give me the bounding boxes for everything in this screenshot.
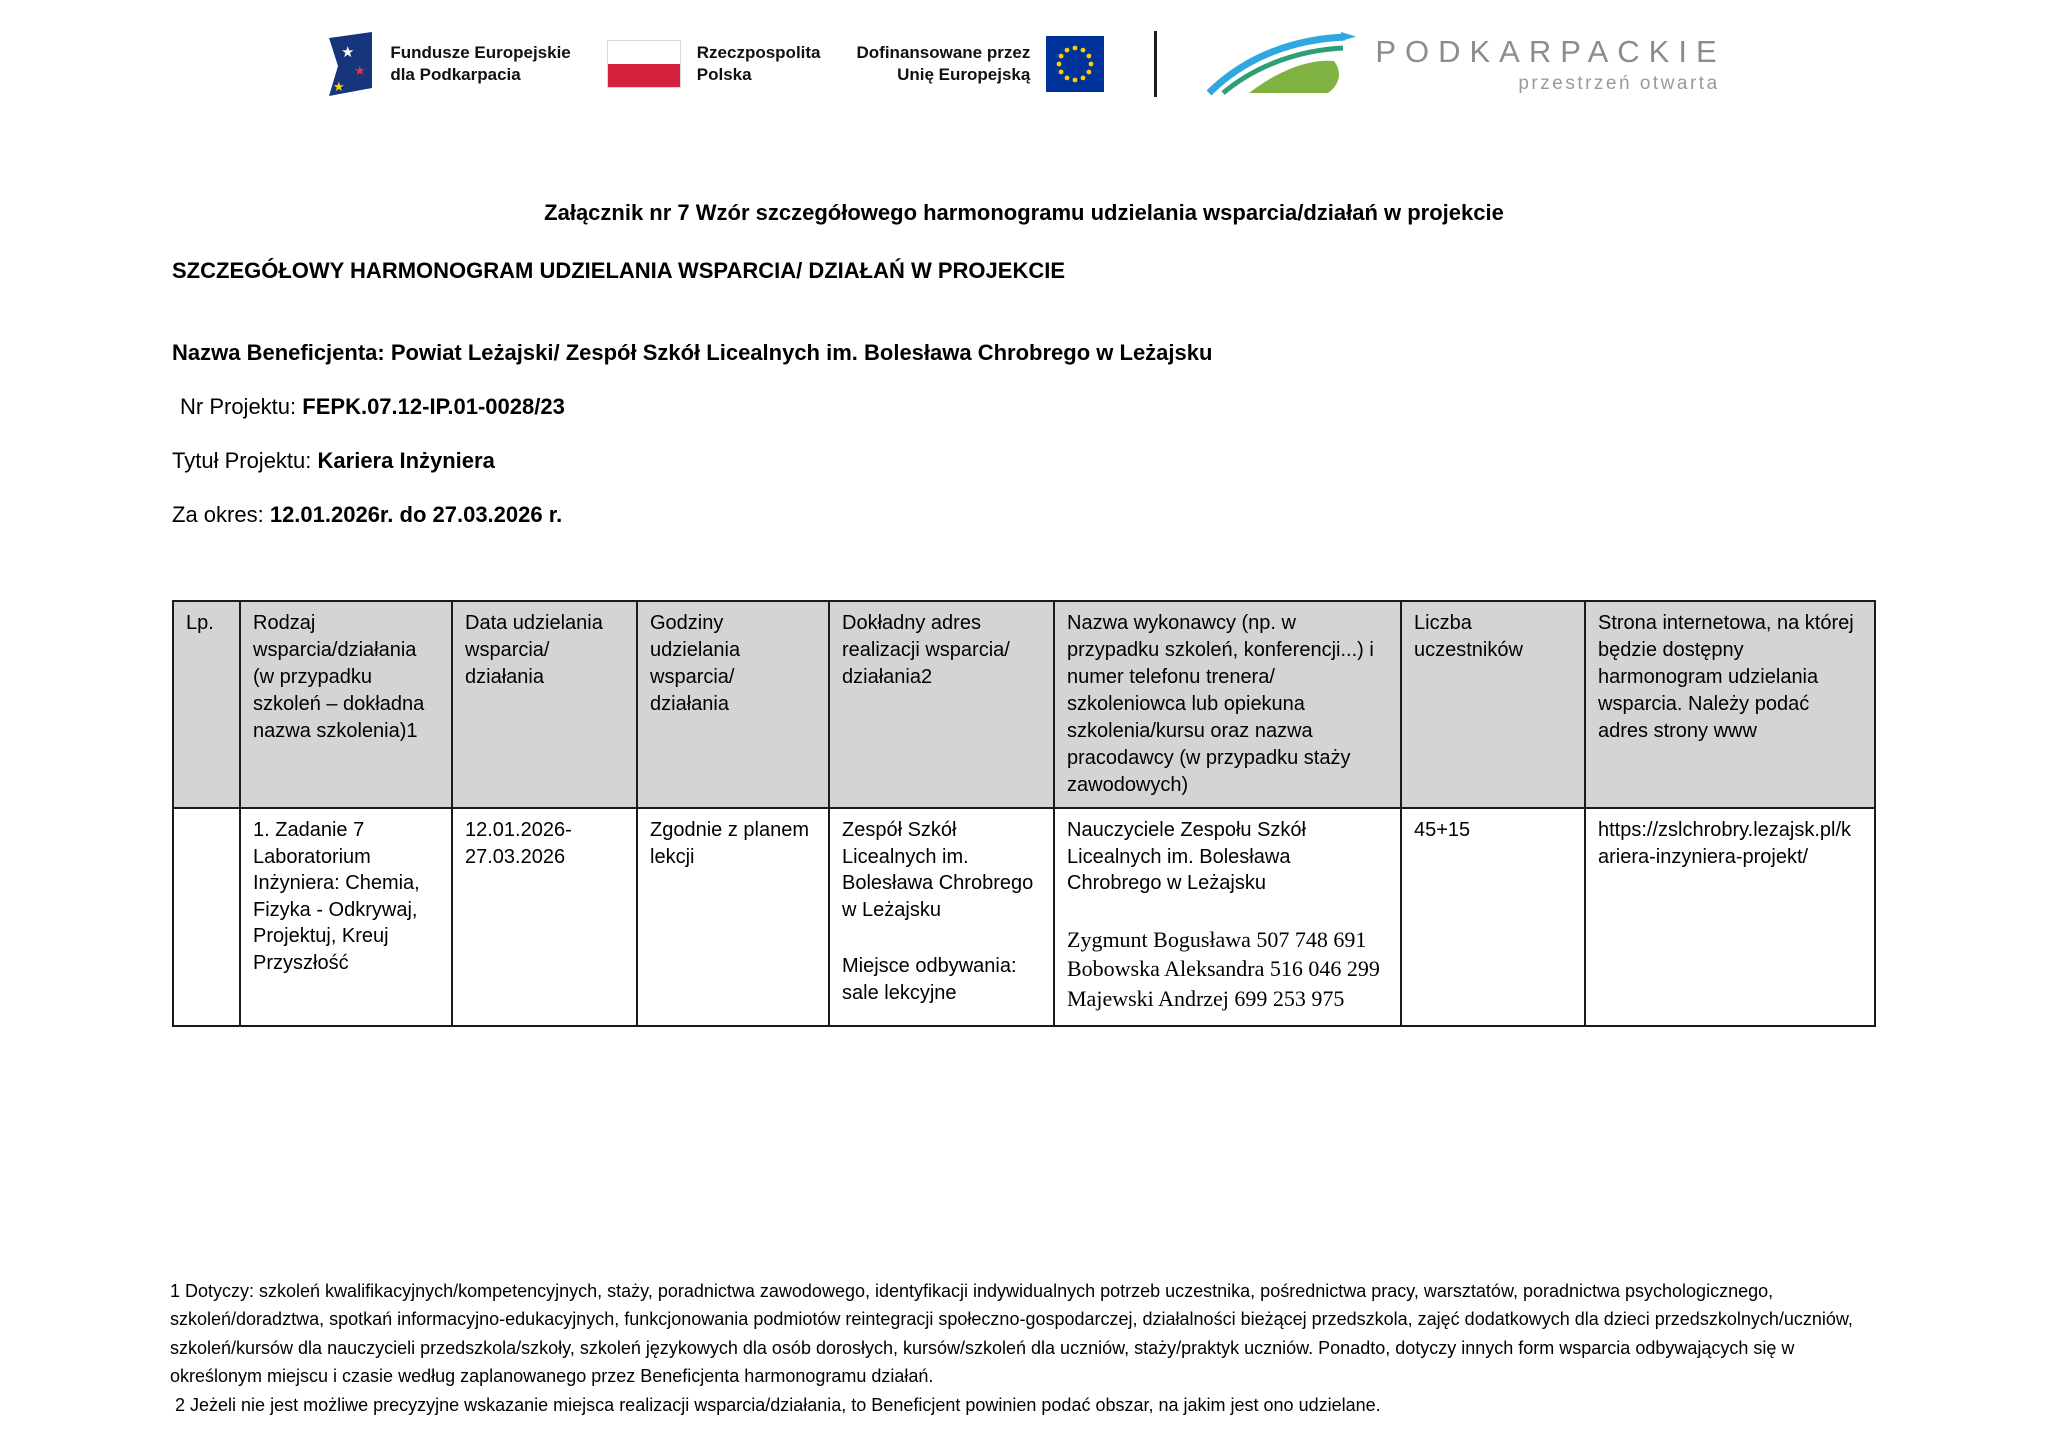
attachment-title: Załącznik nr 7 Wzór szczegółowego harmonogramu udzielania wsparcia/działań w projekcie <box>544 200 1504 225</box>
footnote-2: 2 Jeżeli nie jest możliwe precyzyjne wskazanie miejsca realizacji wsparcia/działania, to Beneficjent powinien podać obszar, na jakim jest ono udzielane. <box>170 1394 1381 1415</box>
eu-logo-line2: Unię Europejską <box>897 65 1031 84</box>
pl-logo-line1: Rzeczpospolita <box>696 42 821 62</box>
table-header-row <box>173 601 1875 808</box>
project-number-value: FEPK.07.12-IP.01-0028/23 <box>302 394 565 419</box>
project-title-label: Tytuł Projektu: <box>172 448 312 473</box>
poland-flag-icon <box>607 40 681 88</box>
phone-line: Bobowska Aleksandra 516 046 299 <box>1067 956 1380 982</box>
podkarpackie-logo <box>1207 31 1725 97</box>
cell-strona-url: https://zslchrobry.lezajsk.pl/kariera-inzyniera-projekt/ <box>1585 808 1875 1026</box>
cell-data: 12.01.2026-27.03.2026 <box>452 808 637 1026</box>
fe-logo-label <box>390 42 570 86</box>
footnote-1: 1 Dotyczy: szkoleń kwalifikacyjnych/kompetencyjnych, staży, poradnictwa zawodowego, identyfikacji indywidualnych potrzeb uczestnika, pośrednictwa pracy, warsztatów, poradnictwa psychologicznego, szkoleń/doradztwa, spotkań informacyjno-edukacyjnych, funkcjonowania podmiotów reintegracji społeczno-gospodarczej, działalności bieżącej przedszkola, zajęć dodatkowych dla dzieci przedszkolnych/uczniów, szkoleń/kursów dla nauczycieli przedszkola/szkoły, szkoleń językowych dla osób dorosłych, kursów/szkoleń dla uczniów, staży/praktyk uczniów. Ponadto, dotyczy innych form wsparcia odbywających się w określonym miejscu i czasie według zaplanowanego przez Beneficjenta harmonogramu działań. <box>170 1281 1858 1387</box>
project-title-line <box>172 448 1874 474</box>
cell-wykonawca-phones <box>1067 925 1386 1014</box>
podkarpackie-logo-label <box>1375 34 1725 95</box>
cell-adres-place: Miejsce odbywania: sale lekcyjne <box>842 955 1017 1004</box>
pl-logo-label <box>697 42 821 86</box>
beneficiary-line <box>172 340 1874 366</box>
logo-separator <box>1154 31 1157 97</box>
col-header-wykonawca: Nazwa wykonawcy (np. w przypadku szkoleń, konferencji...) i numer telefonu trenera/ szkoleniowca lub opiekuna szkolenia/kursu oraz nazwa pracodawcy (w przypadku staży zawodowych) <box>1054 601 1401 808</box>
schedule-table-wrapper <box>172 600 1874 1027</box>
eu-logo-line1: Dofinansowane przez <box>856 42 1031 62</box>
project-title-value: Kariera Inżyniera <box>317 448 495 473</box>
pl-logo-line2: Polska <box>696 65 752 84</box>
svg-text:★: ★ <box>333 80 345 95</box>
beneficiary-label: Nazwa Beneficjenta: <box>172 340 385 365</box>
col-header-strona: Strona internetowa, na której będzie dostępny harmonogram udzielania wsparcia. Należy podać adres strony www <box>1585 601 1875 808</box>
eu-flag-icon <box>1046 36 1104 92</box>
document-title: SZCZEGÓŁOWY HARMONOGRAM UDZIELANIA WSPARCIA/ DZIAŁAŃ W PROJEKCIE <box>172 258 1066 283</box>
col-header-lp: Lp. <box>173 601 240 808</box>
cell-wykonawca <box>1054 808 1401 1026</box>
fundusze-europejskie-logo <box>322 30 570 98</box>
phone-line: Majewski Andrzej 699 253 975 <box>1067 986 1345 1012</box>
cell-lp <box>173 808 240 1026</box>
podkarpackie-name: PODKARPACKIE <box>1375 33 1726 69</box>
cell-adres <box>829 808 1054 1026</box>
period-line <box>172 502 1874 528</box>
col-header-adres: Dokładny adres realizacji wsparcia/ działania2 <box>829 601 1054 808</box>
schedule-table <box>172 600 1876 1027</box>
rzeczpospolita-polska-logo <box>607 40 821 88</box>
col-header-godziny: Godziny udzielania wsparcia/ działania <box>637 601 829 808</box>
svg-text:★: ★ <box>341 43 355 61</box>
cell-wykonawca-name: Nauczyciele Zespołu Szkół Licealnych im. Bolesława Chrobrego w Leżajsku <box>1067 819 1306 895</box>
svg-text:★: ★ <box>354 64 366 79</box>
fe-logo-line2: dla Podkarpacia <box>390 65 521 84</box>
cell-godziny: Zgodnie z planem lekcji <box>637 808 829 1026</box>
footnotes <box>170 1277 1874 1419</box>
table-row <box>173 808 1875 1026</box>
project-number-line <box>172 394 1874 420</box>
col-header-rodzaj: Rodzaj wsparcia/działania (w przypadku szkoleń – dokładna nazwa szkolenia)1 <box>240 601 452 808</box>
col-header-liczba: Liczba uczestników <box>1401 601 1585 808</box>
cell-adres-school: Zespół Szkół Licealnych im. Bolesława Chrobrego w Leżajsku <box>842 819 1034 921</box>
cell-liczba: 45+15 <box>1401 808 1585 1026</box>
cell-rodzaj: 1. Zadanie 7 Laboratorium Inżyniera: Chemia, Fizyka - Odkrywaj, Projektuj, Kreuj Przyszłość <box>240 808 452 1026</box>
fe-logo-line1: Fundusze Europejskie <box>390 42 571 62</box>
eu-logo-label <box>857 42 1031 86</box>
col-header-data: Data udzielania wsparcia/ działania <box>452 601 637 808</box>
phone-line: Zygmunt Bogusława 507 748 691 <box>1067 926 1367 952</box>
beneficiary-value: Powiat Leżajski/ Zespół Szkół Licealnych im. Bolesława Chrobrego w Leżajsku <box>390 340 1213 365</box>
project-number-label: Nr Projektu: <box>180 394 297 419</box>
podkarpackie-logo-icon <box>1207 31 1357 97</box>
eu-funding-logo <box>857 36 1105 92</box>
podkarpackie-tagline: przestrzeń otwarta <box>1518 72 1720 94</box>
period-label: Za okres: <box>172 502 264 527</box>
period-value: 12.01.2026r. do 27.03.2026 r. <box>269 502 563 527</box>
logo-strip <box>0 0 2048 98</box>
fe-flag-icon <box>322 30 374 98</box>
